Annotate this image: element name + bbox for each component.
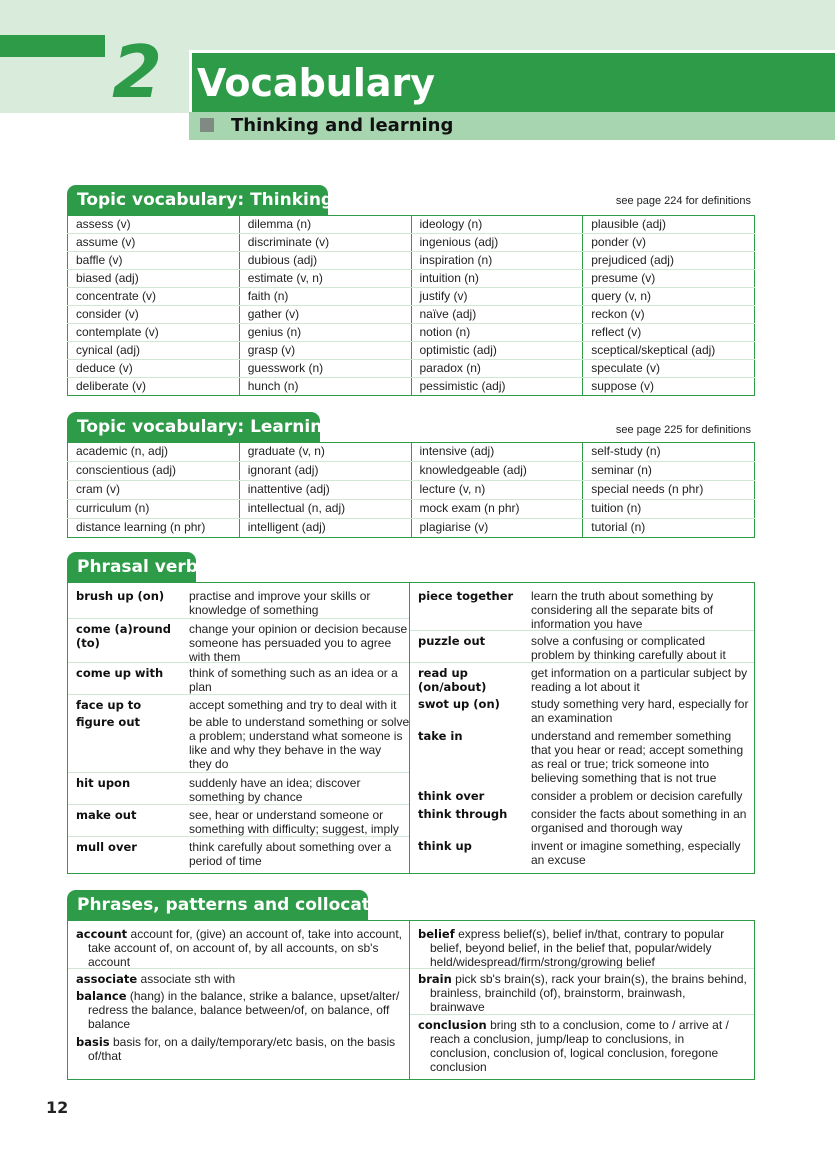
vocab-word: cram (v): [68, 481, 240, 500]
collocation-line: [418, 1000, 748, 1014]
phrasal-verb-definition: [189, 666, 405, 694]
collocation-line: [418, 927, 748, 941]
phrasal-verb-term: [76, 698, 192, 712]
vocab-word: deliberate (v): [76, 378, 147, 393]
definition-line: think of something such as an idea or a: [189, 666, 398, 680]
phrasal-verb-term: [418, 634, 534, 648]
table-row: [68, 360, 755, 378]
definition-line: reading a lot about it: [531, 680, 640, 694]
collocation-text: express belief(s), belief in/that, contrary to popular: [458, 927, 725, 941]
vocab-word: presume (v): [583, 270, 755, 288]
phrasal-verb-term-line: make out: [76, 808, 137, 822]
see-page-thinking: see page 224 for definitions: [615, 195, 751, 207]
list-item: [410, 697, 754, 725]
definition-line: with them: [189, 650, 241, 664]
phrasal-verb-term: [418, 839, 534, 853]
collocation-text: associate sth with: [140, 972, 236, 986]
phrasal-verb-definition: [189, 698, 405, 712]
vocab-word: assume (v): [68, 234, 240, 252]
vocab-word: consider (v): [68, 306, 240, 324]
vocab-word: deduce (v): [68, 360, 240, 378]
collocation-line: [76, 941, 403, 955]
vocab-word: self-study (n): [583, 443, 755, 462]
phrasal-verb-term-line: brush up (on): [76, 589, 165, 603]
collocation-text: redress the balance, balance between/of, on balance, off: [88, 1003, 390, 1017]
table-row: [68, 234, 755, 252]
phrasal-verb-definition: [189, 589, 405, 617]
phrasal-verbs-box: [67, 582, 755, 874]
vocab-word: academic (n, adj): [68, 443, 240, 462]
phrasal-verb-term-line: come up with: [76, 666, 164, 680]
list-item: [410, 729, 754, 785]
phrasal-verb-term-line: face up to: [76, 698, 142, 712]
phrasal-verb-definition: [189, 840, 405, 868]
phrasal-verb-definition: [531, 666, 750, 694]
collocation-line: [418, 941, 748, 955]
list-item: [410, 589, 754, 631]
collocation-text: held/widespread/firm/strong/growing belief: [430, 955, 655, 969]
section-heading-phrases: Phrases, patterns and collocations: [67, 890, 368, 920]
phrasal-verb-term-line: come (a)round (to): [76, 622, 171, 650]
list-item: [68, 989, 409, 1031]
vocab-word: optimistic (adj): [411, 342, 583, 360]
collocation-line: [418, 1060, 748, 1074]
phrases-box: [67, 920, 755, 1080]
vocab-word: grasp (v): [239, 342, 411, 360]
phrasal-verb-term-line: piece together: [418, 589, 514, 603]
phrasal-verb-term-line: swot up (on): [418, 697, 500, 711]
collocation-text: take account of, on account of, by all accounts, on sb's: [88, 941, 379, 955]
square-bullet-icon: [200, 118, 214, 132]
phrasal-verb-term-line: think through: [418, 807, 508, 821]
vocab-word: dilemma (n): [239, 216, 411, 234]
table-row: [68, 500, 755, 519]
collocation-text: balance: [88, 1017, 131, 1031]
phrasal-verb-term-line: think over: [418, 789, 485, 803]
collocation-headword: belief: [418, 927, 455, 941]
phrasal-verb-definition: [531, 729, 750, 785]
definition-line: suddenly have an idea; discover: [189, 776, 361, 790]
collocation-text: account: [88, 955, 131, 969]
see-page-learning: see page 225 for definitions: [615, 424, 751, 436]
list-item: [68, 589, 409, 617]
collocation-line: [418, 955, 748, 969]
list-item: [68, 927, 409, 969]
vocab-word: guesswork (n): [239, 360, 411, 378]
collocation-line: [76, 927, 403, 941]
phrasal-verbs-left-column: [68, 583, 410, 873]
definition-line: a problem; understand what someone is: [189, 729, 403, 743]
phrasal-verb-term: [418, 729, 534, 743]
vocab-word: dubious (adj): [239, 252, 411, 270]
vocab-word: query (v, n): [583, 288, 755, 306]
vocab-word: baffle (v): [68, 252, 240, 270]
collocation-text: brainless, brainchild (of), brainstorm, brainwash,: [430, 986, 686, 1000]
vocab-word: cynical (adj): [68, 342, 240, 360]
phrasal-verb-term: [76, 808, 192, 822]
list-item: [410, 968, 754, 1014]
vocab-word: intuition (n): [411, 270, 583, 288]
section-heading-phrasal-verbs: Phrasal verbs: [67, 552, 196, 582]
list-item: [410, 839, 754, 867]
collocation-text: conclusion, conclusion of, logical conclusion, foregone: [430, 1046, 719, 1060]
phrasal-verb-definition: [189, 715, 410, 771]
phrasal-verb-definition: [189, 808, 405, 836]
vocab-word: seminar (n): [583, 462, 755, 481]
vocab-table-thinking: [67, 215, 755, 396]
phrasal-verb-term: [76, 622, 192, 650]
page-number: 12: [46, 1098, 69, 1117]
phrasal-verb-definition: [531, 697, 750, 725]
list-item: [68, 836, 409, 867]
table-row: [68, 288, 755, 306]
phrasal-verb-term-line: take in: [418, 729, 463, 743]
phrasal-verb-term: [418, 697, 534, 711]
phrasal-verb-term-line: mull over: [76, 840, 137, 854]
definition-line: think carefully about something over a: [189, 840, 392, 854]
definition-line: someone has persuaded you to agree: [189, 636, 392, 650]
definition-line: learn the truth about something by: [531, 589, 714, 603]
definition-line: be able to understand something or solve: [189, 715, 410, 729]
phrasal-verb-term-line: read up: [418, 666, 468, 680]
collocation-headword: brain: [418, 972, 452, 986]
phrasal-verb-definition: [189, 622, 408, 664]
collocation-headword: account: [76, 927, 128, 941]
phrases-left-column: [68, 921, 410, 1079]
phrasal-verb-term: [76, 840, 192, 854]
vocab-word: reckon (v): [583, 306, 755, 324]
table-row: [68, 270, 755, 288]
definition-line: plan: [189, 680, 212, 694]
phrasal-verb-definition: [531, 807, 750, 835]
collocation-line: [76, 1049, 403, 1063]
vocab-word: graduate (v, n): [239, 443, 411, 462]
vocab-word: hunch (n): [239, 378, 411, 396]
phrases-right-column: [410, 921, 754, 1079]
list-item: [68, 715, 409, 771]
table-row: [68, 378, 755, 396]
vocab-word: ideology (n): [411, 216, 583, 234]
collocation-line: [418, 1032, 748, 1046]
list-item: [410, 1014, 754, 1074]
vocab-word: paradox (n): [411, 360, 583, 378]
definition-line: consider the facts about something in an: [531, 807, 747, 821]
definition-line: information you have: [531, 617, 643, 631]
definition-line: an excuse: [531, 853, 586, 867]
table-row: [68, 252, 755, 270]
table-row: [68, 519, 755, 538]
table-row: [68, 443, 755, 462]
collocation-text: pick sb's brain(s), rack your brain(s), the brains behind,: [455, 972, 747, 986]
table-row: [68, 324, 755, 342]
phrasal-verb-term-line: (on/about): [418, 680, 487, 694]
vocab-word: mock exam (n phr): [411, 500, 583, 519]
collocation-line: [418, 986, 748, 1000]
collocation-headword: conclusion: [418, 1018, 487, 1032]
collocation-text: basis for, on a daily/temporary/etc basis, on the basis: [112, 1035, 396, 1049]
list-item: [68, 694, 409, 711]
collocation-text: (hang) in the balance, strike a balance, upset/alter/: [129, 989, 400, 1003]
collocation-text: account for, (give) an account of, take into account,: [130, 927, 403, 941]
vocab-word: ingenious (adj): [411, 234, 583, 252]
vocab-word: reflect (v): [583, 324, 755, 342]
vocab-word: plagiarise (v): [411, 519, 583, 538]
collocation-text: of/that: [88, 1049, 122, 1063]
definition-line: consider a problem or decision carefully: [531, 789, 743, 803]
definition-line: as real or true; trick someone into: [531, 757, 710, 771]
definition-line: something by chance: [189, 790, 303, 804]
vocab-word: notion (n): [411, 324, 583, 342]
phrasal-verb-term: [76, 715, 192, 729]
vocab-word: contemplate (v): [68, 324, 240, 342]
vocab-word: intensive (adj): [411, 443, 583, 462]
vocab-word: intellectual (n, adj): [239, 500, 411, 519]
vocab-word: conscientious (adj): [68, 462, 240, 481]
definition-line: they do: [189, 757, 229, 771]
phrasal-verb-term: [76, 776, 192, 790]
vocab-word: lecture (v, n): [411, 481, 583, 500]
table-row: [68, 306, 755, 324]
phrasal-verb-definition: [531, 634, 750, 662]
collocation-line: [76, 1017, 403, 1031]
section-heading-learning: Topic vocabulary: Learning: [67, 412, 320, 442]
definition-line: period of time: [189, 854, 262, 868]
definition-line: considering all the separate bits of: [531, 603, 714, 617]
definition-line: change your opinion or decision because: [189, 622, 408, 636]
definition-line: an examination: [531, 711, 613, 725]
phrasal-verb-term: [76, 666, 192, 680]
definition-line: something with difficulty; suggest, imply: [189, 822, 399, 836]
collocation-text: bring sth to a conclusion, come to / arrive at /: [490, 1018, 729, 1032]
collocation-text: conclusion: [430, 1060, 487, 1074]
vocab-word: assess (v): [68, 216, 240, 234]
unit-number: 2: [112, 30, 163, 114]
phrasal-verb-term-line: think up: [418, 839, 472, 853]
definition-line: organised and thorough way: [531, 821, 683, 835]
definition-line: see, hear or understand someone or: [189, 808, 384, 822]
collocation-line: [418, 972, 748, 986]
vocab-word: curriculum (n): [68, 500, 240, 519]
vocab-word: tutorial (n): [583, 519, 755, 538]
definition-line: practise and improve your skills or: [189, 589, 371, 603]
collocation-line: [76, 955, 403, 969]
vocab-word: naïve (adj): [411, 306, 583, 324]
definition-line: problem by thinking carefully about it: [531, 648, 726, 662]
phrasal-verbs-right-column: [410, 583, 754, 873]
table-row: [68, 342, 755, 360]
definition-line: that you hear or read; accept something: [531, 743, 744, 757]
collocation-line: [418, 1046, 748, 1060]
phrasal-verb-term: [76, 589, 192, 603]
vocab-word: ponder (v): [583, 234, 755, 252]
vocab-word: knowledgeable (adj): [411, 462, 583, 481]
collocation-line: [418, 1018, 748, 1032]
page-title: Vocabulary: [197, 61, 436, 105]
definition-line: study something very hard, especially for: [531, 697, 749, 711]
section-heading-thinking: Topic vocabulary: Thinking: [67, 185, 328, 215]
collocation-text: reach a conclusion, jump/leap to conclusions, in: [430, 1032, 685, 1046]
list-item: [68, 1035, 409, 1063]
vocab-word: intelligent (adj): [239, 519, 411, 538]
vocab-word: discriminate (v): [239, 234, 411, 252]
list-item: [410, 807, 754, 835]
definition-line: believing something that is not true: [531, 771, 717, 785]
vocab-word: plausible (adj): [583, 216, 755, 234]
phrasal-verb-definition: [531, 789, 750, 803]
vocab-word: speculate (v): [583, 360, 755, 378]
definition-line: accept something and try to deal with it: [189, 698, 397, 712]
phrasal-verb-definition: [189, 776, 405, 804]
collocation-headword: balance: [76, 989, 127, 1003]
vocab-word: suppose (v): [583, 378, 755, 396]
collocation-line: [76, 1035, 403, 1049]
list-item: [68, 618, 409, 663]
page-subtitle: Thinking and learning: [231, 115, 454, 136]
vocab-word: ignorant (adj): [239, 462, 411, 481]
definition-line: get information on a particular subject by: [531, 666, 748, 680]
vocab-word: gather (v): [239, 306, 411, 324]
phrasal-verb-term: [418, 789, 534, 803]
definition-line: knowledge of something: [189, 603, 319, 617]
vocab-word: sceptical/skeptical (adj): [583, 342, 755, 360]
vocab-word: pessimistic (adj): [411, 378, 583, 396]
table-row: [68, 216, 755, 234]
phrasal-verb-term-line: figure out: [76, 715, 141, 729]
vocab-word: genius (n): [239, 324, 411, 342]
table-row: [68, 462, 755, 481]
vocab-word: tuition (n): [583, 500, 755, 519]
header-accent-bar: [0, 35, 105, 57]
list-item: [410, 662, 754, 693]
phrasal-verb-term-line: puzzle out: [418, 634, 486, 648]
table-row: [68, 481, 755, 500]
vocab-word: inspiration (n): [411, 252, 583, 270]
collocation-line: [76, 1003, 403, 1017]
vocab-word: justify (v): [411, 288, 583, 306]
collocation-headword: associate: [76, 972, 138, 986]
phrasal-verb-term: [418, 589, 534, 603]
definition-line: understand and remember something: [531, 729, 732, 743]
vocab-word: special needs (n phr): [583, 481, 755, 500]
list-item: [68, 968, 409, 986]
phrasal-verb-definition: [531, 589, 750, 631]
phrasal-verb-term: [418, 807, 534, 821]
phrasal-verb-term-line: hit upon: [76, 776, 131, 790]
definition-line: invent or imagine something, especially: [531, 839, 741, 853]
vocab-word: concentrate (v): [68, 288, 240, 306]
vocab-word: estimate (v, n): [239, 270, 411, 288]
definition-line: like and why they behave in the way: [189, 743, 382, 757]
list-item: [410, 927, 754, 969]
collocation-line: [76, 989, 403, 1003]
collocation-line: [76, 972, 403, 986]
list-item: [68, 772, 409, 803]
list-item: [68, 662, 409, 693]
collocation-headword: basis: [76, 1035, 110, 1049]
vocab-table-learning: [67, 442, 755, 538]
collocation-text: belief, beyond belief, in the belief that, popular/widely: [430, 941, 712, 955]
vocab-word: inattentive (adj): [239, 481, 411, 500]
collocation-text: brainwave: [430, 1000, 485, 1014]
list-item: [410, 789, 754, 803]
vocab-word: faith (n): [239, 288, 411, 306]
phrasal-verb-term: [418, 666, 534, 694]
phrasal-verb-definition: [531, 839, 750, 867]
list-item: [410, 630, 754, 661]
vocab-word: biased (adj): [68, 270, 240, 288]
definition-line: solve a confusing or complicated: [531, 634, 706, 648]
vocab-word: distance learning (n phr): [76, 520, 206, 535]
vocab-word: prejudiced (adj): [583, 252, 755, 270]
list-item: [68, 804, 409, 835]
